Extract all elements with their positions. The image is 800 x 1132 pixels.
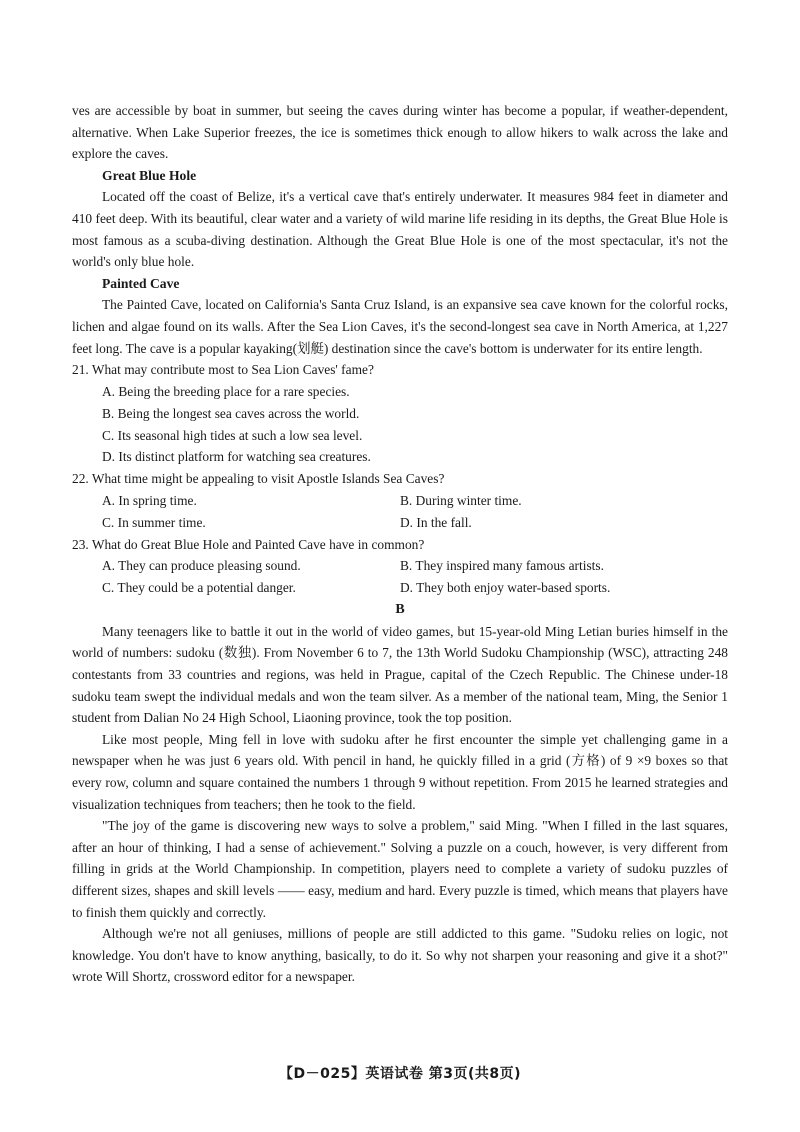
question-22-option-b: B. During winter time. xyxy=(400,492,522,508)
intro-paragraph: ves are accessible by boat in summer, but seeing the caves during winter has become a popular, if weather-dependent, alternative. When Lake Superior freezes, the ice is sometimes thick enough to allow hikers to walk across the lake and explore the caves. xyxy=(72,103,728,162)
question-23-stem: 23. What do Great Blue Hole and Painted Cave have in common? xyxy=(72,536,425,552)
question-23-options-row-1 xyxy=(102,555,728,577)
question-21-stem: 21. What may contribute most to Sea Lion Caves' fame? xyxy=(72,362,374,378)
question-21 xyxy=(72,359,728,468)
question-22-option-a: A. In spring time. xyxy=(102,492,197,508)
blue-hole-heading: Great Blue Hole xyxy=(102,167,197,183)
question-23-option-c: C. They could be a potential danger. xyxy=(102,580,296,596)
section-b-paragraph-2: Like most people, Ming fell in love with sudoku after he first encounter the simple yet challenging game in a newspaper when he was just 6 years old. With pencil in hand, he quickly filled in a grid (方格) of 9 ×9 boxes so that every row, column and square contained the numbers 1 through 9 without repetition. From 2015 he learned strategies and visualization techniques from teachers; then he took to the field. xyxy=(72,731,728,812)
blue-hole-paragraph: Located off the coast of Belize, it's a vertical cave that's entirely underwater. It measures 984 feet in diameter and 410 feet deep. With its beautiful, clear water and a variety of wild marine life residing in its depths, the Great Blue Hole is most famous as a scuba-diving destination. Although the Great Blue Hole is one of the most spectacular, it's not the world's only blue hole. xyxy=(72,189,728,270)
section-b-label: B xyxy=(395,601,405,617)
question-22 xyxy=(72,468,728,533)
section-b-paragraph-3: "The joy of the game is discovering new ways to solve a problem," said Ming. "When I filled in the last squares, after an hour of thinking, I had a sense of achievement." Solving a puzzle on a couch, however, is very different from filling in grids at the World Championship. In competition, players need to complete a variety of sudoku puzzles of different sizes, shapes and skill levels —— easy, medium and hard. Every puzzle is timed, which means that players have to finish them quickly and correctly. xyxy=(72,818,728,920)
section-b-paragraph-1: Many teenagers like to battle it out in the world of video games, but 15-year-old Ming Letian buries himself in the world of numbers: sudoku (数独). From November 6 to 7, the 13th World Sudoku Championship (WSC), attracting 248 contestants from 33 countries and regions, was held in Prague, capital of the Czech Republic. The Chinese under-18 sudoku team swept the individual medals and won the team silver. As a member of the national team, Ming, the Senior 1 student from Dalian No 24 High School, Liaoning province, took the top position. xyxy=(72,623,728,726)
section-b-paragraph-4: Although we're not all geniuses, millions of people are still addicted to this game. "Sudoku relies on logic, not knowledge. You don't have to know anything, basically, to do it. So why not sharpen your reasoning and give it a shot?" wrote Will Shortz, crossword editor for a newspaper. xyxy=(72,926,728,985)
question-23-option-a: A. They can produce pleasing sound. xyxy=(102,558,301,574)
question-23 xyxy=(72,534,728,599)
question-22-options-row-1 xyxy=(102,490,728,512)
question-22-option-d: D. In the fall. xyxy=(400,514,472,530)
question-21-option-a: A. Being the breeding place for a rare species. xyxy=(102,383,350,399)
exam-page-content xyxy=(72,100,728,988)
painted-cave-heading: Painted Cave xyxy=(102,275,180,291)
question-21-option-b: B. Being the longest sea caves across the world. xyxy=(102,405,360,421)
question-21-option-c: C. Its seasonal high tides at such a low sea level. xyxy=(102,427,363,443)
question-23-options-row-2 xyxy=(102,577,728,599)
painted-cave-paragraph: The Painted Cave, located on California's Santa Cruz Island, is an expansive sea cave known for the colorful rocks, lichen and algae found on its walls. After the Sea Lion Caves, it's the second-longest sea cave in North America, at 1,227 feet long. The cave is a popular kayaking(划艇) destination since the cave's bottom is underwater for its entire length. xyxy=(72,297,728,356)
question-21-option-d: D. Its distinct platform for watching sea creatures. xyxy=(102,449,371,465)
question-22-options-row-2 xyxy=(102,512,728,534)
question-22-option-c: C. In summer time. xyxy=(102,514,206,530)
question-23-option-b: B. They inspired many famous artists. xyxy=(400,558,604,574)
page-footer: 【D－025】英语试卷 第3页(共8页) xyxy=(279,1066,521,1082)
question-22-stem: 22. What time might be appealing to visit Apostle Islands Sea Caves? xyxy=(72,471,445,487)
question-23-option-d: D. They both enjoy water-based sports. xyxy=(400,580,611,596)
